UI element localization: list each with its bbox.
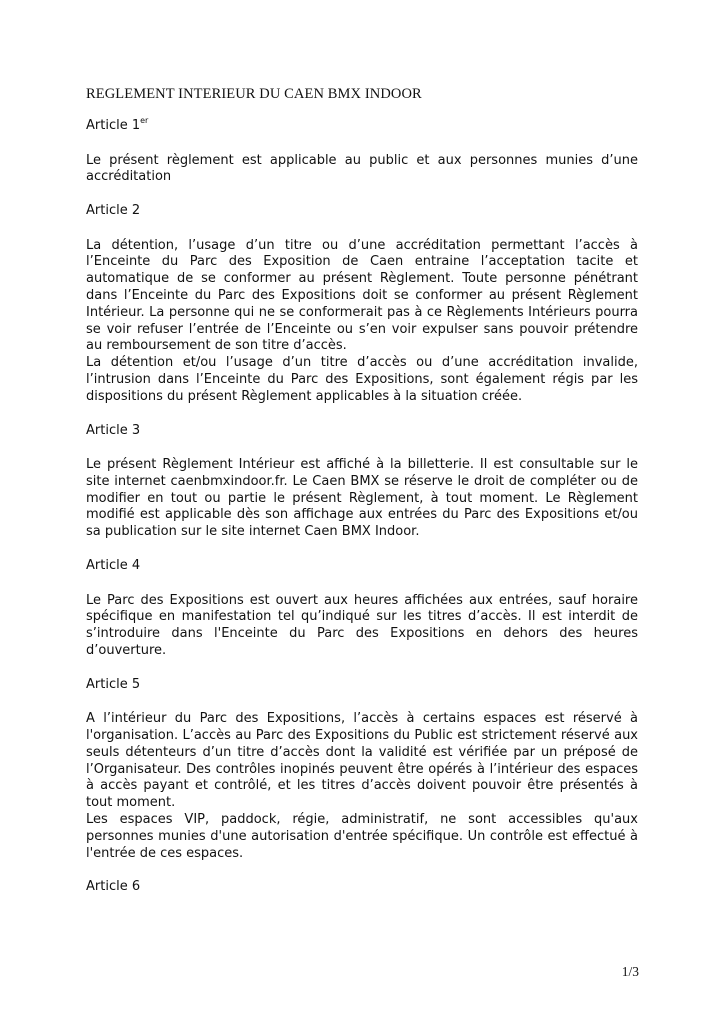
- article-heading: Article 4: [86, 558, 141, 574]
- article-heading: Article 5: [86, 676, 141, 692]
- article-paragraph: Les espaces VIP, paddock, régie, administratif, ne sont accessibles qu'aux personnes munies d'une autorisation d'entrée spécifique. Un contrôle est effectué à l'entrée de ces espaces.: [86, 812, 638, 861]
- document-body: [86, 86, 638, 914]
- article-paragraph: Le Parc des Expositions est ouvert aux heures affichées aux entrées, sauf horaire spécifique en manifestation tel qu’indiqué sur les titres d’accès. Il est interdit de s’introduire dans l'Enceinte du Parc des Expositions en dehors des heures d’ouverture.: [86, 592, 638, 658]
- article-heading: Article 6: [86, 879, 141, 895]
- article-5: [86, 677, 638, 863]
- article-heading: Article 1er: [86, 115, 149, 133]
- article-2: [86, 203, 638, 405]
- article-heading: Article 2: [86, 203, 141, 219]
- article-paragraph: Le présent règlement est applicable au public et aux personnes munies d’une accréditation: [86, 152, 638, 185]
- article-heading-superscript: er: [140, 115, 149, 125]
- page-number: 1/3: [621, 964, 639, 979]
- article-paragraph: Le présent Règlement Intérieur est affiché à la billetterie. Il est consultable sur le site internet caenbmxindoor.fr. Le Caen BMX se réserve le droit de compléter ou de modifier en tout ou partie le présent Règlement, à tout moment. Le Règlement modifié est applicable dès son affichage aux entrées du Parc des Expositions et/ou sa publication sur le site internet Caen BMX Indoor.: [86, 457, 638, 540]
- article-3: [86, 423, 638, 541]
- article-heading: Article 3: [86, 422, 141, 438]
- document-title: REGLEMENT INTERIEUR DU CAEN BMX INDOOR: [86, 86, 422, 102]
- article-paragraph: La détention, l’usage d’un titre ou d’une accréditation permettant l’accès à l’Enceinte du Parc des Exposition de Caen entraine l’acceptation tacite et automatique de se conformer au présent Règlement. Toute personne pénétrant dans l’Enceinte du Parc des Expositions doit se conformer au présent Règlement Intérieur. La personne qui ne se conformerait pas à ce Règlements Intérieurs pourra se voir refuser l’entrée de l’Enceinte ou s’en voir expulser sans pouvoir prétendre au remboursement de son titre d’accès.: [86, 237, 638, 354]
- article-1: [86, 115, 638, 186]
- article-4: [86, 558, 638, 660]
- article-paragraph: La détention et/ou l’usage d’un titre d’accès ou d’une accréditation invalide, l’intrusion dans l’Enceinte du Parc des Expositions, sont également régis par les dispositions du présent Règlement applicables à la situation créée.: [86, 355, 638, 404]
- article-paragraph: A l’intérieur du Parc des Expositions, l’accès à certains espaces est réservé à l'organisation. L’accès au Parc des Expositions du Public est strictement réservé aux seuls détenteurs d’un titre d’accès dont la validité est vérifiée par un préposé de l’Organisateur. Des contrôles inopinés peuvent être opérés à l’intérieur des espaces à accès payant et contrôlé, et les titres d’accès doivent pouvoir être présentés à tout moment.: [86, 711, 638, 811]
- article-6: [86, 879, 638, 896]
